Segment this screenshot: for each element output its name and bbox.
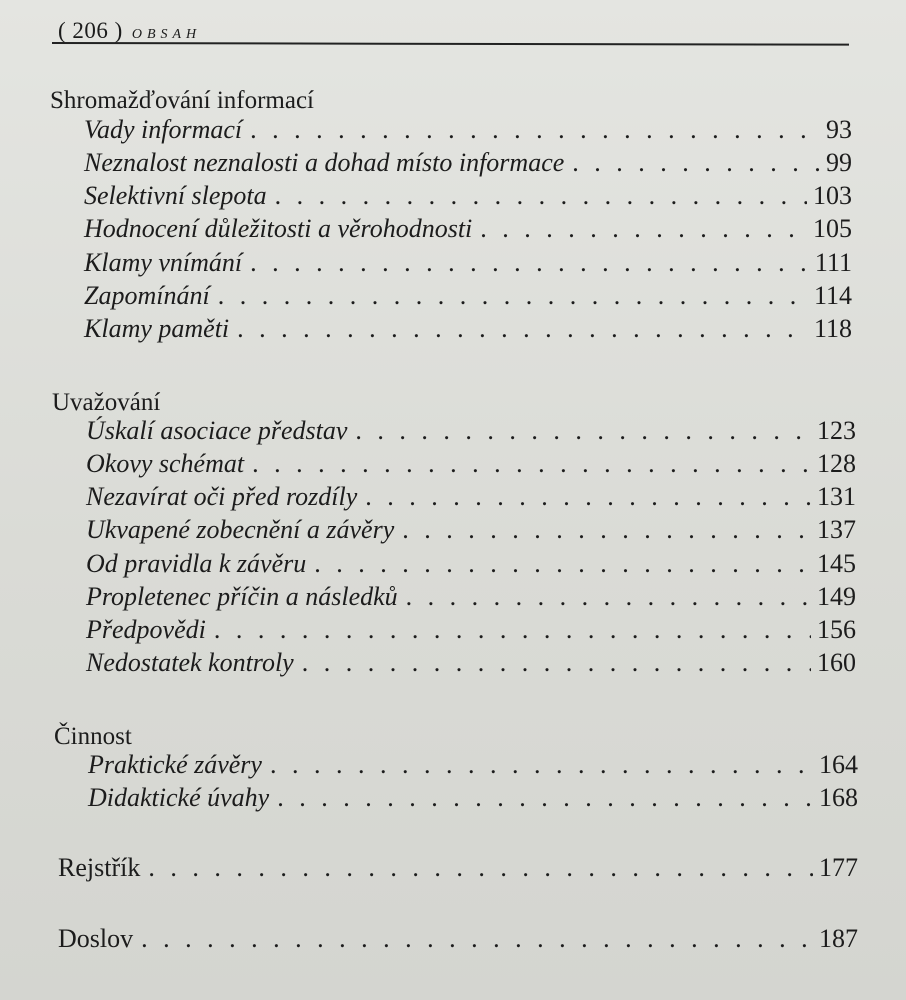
toc-entry-page: 123 <box>817 416 856 445</box>
dot-leader <box>402 513 811 546</box>
toc-entry-page: 145 <box>817 549 856 578</box>
toc-entry-label: Vady informací <box>84 115 243 144</box>
toc-entry-label: Propletenec příčin a následků <box>86 582 398 611</box>
toc-entry-page: 118 <box>813 314 852 343</box>
toc-entry-label: Doslov <box>58 924 134 953</box>
toc-entry-label: Ukvapené zobecnění a závěry <box>86 515 395 544</box>
dot-leader <box>277 781 813 814</box>
dot-leader <box>237 312 808 345</box>
dot-leader <box>250 113 820 146</box>
toc-entry-label: Klamy paměti <box>84 314 230 343</box>
toc-entry-label: Zapomínání <box>84 281 210 310</box>
page-number: ( 206 ) <box>58 18 123 43</box>
dot-leader <box>480 212 807 245</box>
dot-leader <box>572 146 820 179</box>
toc-entry-page: 187 <box>819 924 858 953</box>
toc-entry-label: Úskalí asociace představ <box>86 416 348 445</box>
toc-entry-page: 177 <box>819 853 858 882</box>
dot-leader <box>252 447 811 480</box>
toc-entry-page: 111 <box>814 248 852 277</box>
section-title-activity: Činnost <box>54 723 132 750</box>
toc-entry-page: 114 <box>813 281 852 310</box>
toc-entry <box>84 279 852 312</box>
dot-leader <box>365 480 811 513</box>
toc-entry-afterword <box>58 922 858 955</box>
toc-entry-page: 131 <box>817 482 856 511</box>
dot-leader <box>214 613 811 646</box>
toc-entry-label: Didaktické úvahy <box>88 783 270 812</box>
toc-entry-page: 156 <box>817 615 856 644</box>
toc-entry-page: 149 <box>817 582 856 611</box>
toc-entry-label: Nedostatek kontroly <box>86 648 294 677</box>
dot-leader <box>250 246 809 279</box>
toc-entry <box>84 179 852 212</box>
header-rule <box>52 42 849 46</box>
toc-entry-label: Neznalost neznalosti a dohad místo informace <box>84 148 565 177</box>
toc-entry-page: 93 <box>826 115 852 144</box>
toc-entry-label: Selektivní slepota <box>84 181 267 210</box>
toc-entry-page: 99 <box>826 148 852 177</box>
toc-entry-page: 160 <box>817 648 856 677</box>
dot-leader <box>148 851 813 884</box>
toc-entry-index <box>58 851 858 884</box>
dot-leader <box>141 922 813 955</box>
toc-entry-page: 103 <box>813 181 852 210</box>
running-head <box>58 18 201 44</box>
toc-entry <box>86 480 856 513</box>
dot-leader <box>218 279 808 312</box>
toc-entry <box>84 146 852 179</box>
toc-entry-page: 128 <box>817 449 856 478</box>
toc-entry <box>86 646 856 679</box>
toc-entry <box>86 580 856 613</box>
toc-entry <box>86 447 856 480</box>
toc-entry <box>86 414 856 447</box>
dot-leader <box>275 179 807 212</box>
toc-entry-label: Klamy vnímání <box>84 248 243 277</box>
toc-entry <box>88 781 858 814</box>
running-head-title: OBSAH <box>131 27 202 42</box>
dot-leader <box>270 748 813 781</box>
section-title-reasoning: Uvažování <box>52 389 161 416</box>
toc-entry <box>84 212 852 245</box>
toc-entry-label: Praktické závěry <box>88 750 262 779</box>
toc-entry-page: 164 <box>819 750 858 779</box>
toc-entry-label: Předpovědi <box>86 615 206 644</box>
toc-entry <box>84 312 852 345</box>
dot-leader <box>314 547 811 580</box>
dot-leader <box>406 580 811 613</box>
toc-entry-label: Od pravidla k závěru <box>86 549 307 578</box>
dot-leader <box>355 414 811 447</box>
toc-entry <box>86 613 856 646</box>
dot-leader <box>302 646 811 679</box>
toc-entry <box>84 246 852 279</box>
toc-entry <box>86 513 856 546</box>
toc-entry-label: Okovy schémat <box>86 449 245 478</box>
toc-entry <box>88 748 858 781</box>
toc-entry-label: Rejstřík <box>58 853 141 882</box>
toc-entry-label: Nezavírat oči před rozdíly <box>86 482 358 511</box>
toc-entry-page: 137 <box>817 515 856 544</box>
toc-entry-label: Hodnocení důležitosti a věrohodnosti <box>84 214 473 243</box>
toc-entry-page: 105 <box>813 214 852 243</box>
toc-entry <box>84 113 852 146</box>
toc-entry <box>86 547 856 580</box>
section-title-gathering: Shromažďování informací <box>50 87 315 114</box>
toc-entry-page: 168 <box>819 783 858 812</box>
